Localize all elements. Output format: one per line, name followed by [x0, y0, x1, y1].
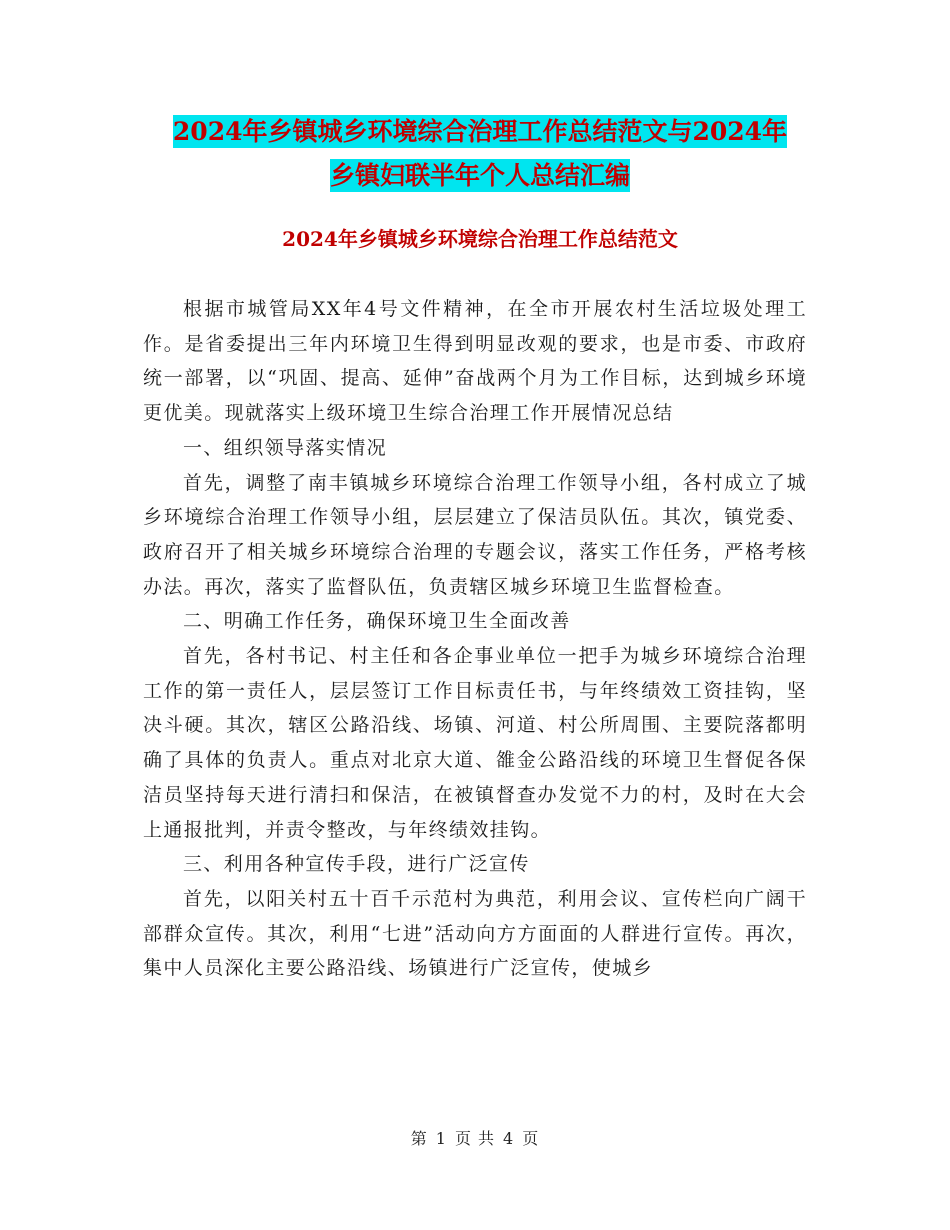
document-body	[143, 292, 807, 986]
heading-1: 一、组织领导落实情况	[183, 436, 388, 459]
title-line-2: 乡镇妇联半年个人总结汇编	[329, 161, 630, 190]
footer-middle: 页 共	[454, 1129, 496, 1148]
footer-suffix: 页	[522, 1129, 540, 1148]
document-title	[140, 110, 820, 198]
paragraph-intro: 根据市城管局XX年4号文件精神，在全市开展农村生活垃圾处理工作。是省委提出三年内环境卫生得到明显改观的要求，也是市委、市政府统一部署，以“巩固、提高、延伸”奋战两个月为工作目标，达到城乡环境更优美。现就落实上级环境卫生综合治理工作开展情况总结	[143, 298, 807, 425]
total-pages-number: 4	[503, 1129, 515, 1148]
heading-2: 二、明确工作任务，确保环境卫生全面改善	[183, 610, 571, 633]
paragraph-3: 首先，以阳关村五十百千示范村为典范，利用会议、宣传栏向广阔干部群众宣传。其次，利用“七进”活动向方方面面的人群进行宣传。再次，集中人员深化主要公路沿线、场镇进行广泛宣传，使城乡	[143, 887, 807, 980]
paragraph-2: 首先，各村书记、村主任和各企事业单位一把手为城乡环境综合治理工作的第一责任人，层层签订工作目标责任书，与年终绩效工资挂钩，坚决斗硬。其次，辖区公路沿线、场镇、河道、村公所周围、主要院落都明确了具体的负责人。重点对北京大道、雒金公路沿线的环境卫生督促各保洁员坚持每天进行清扫和保洁，在被镇督查办发觉不力的村，及时在大会上通报批判，并责令整改，与年终绩效挂钩。	[143, 645, 807, 841]
paragraph-1: 首先，调整了南丰镇城乡环境综合治理工作领导小组，各村成立了城乡环境综合治理工作领导小组，层层建立了保洁员队伍。其次，镇党委、政府召开了相关城乡环境综合治理的专题会议，落实工作任务，严格考核办法。再次，落实了监督队伍，负责辖区城乡环境卫生监督检查。	[143, 471, 807, 598]
title-line-1: 2024年乡镇城乡环境综合治理工作总结范文与2024年	[172, 117, 788, 146]
heading-3: 三、利用各种宣传手段，进行广泛宣传	[183, 853, 530, 876]
page-footer	[0, 1126, 950, 1149]
section-title: 2024年乡镇城乡环境综合治理工作总结范文	[282, 227, 678, 251]
footer-prefix: 第	[410, 1129, 428, 1148]
current-page-number: 1	[435, 1129, 447, 1148]
